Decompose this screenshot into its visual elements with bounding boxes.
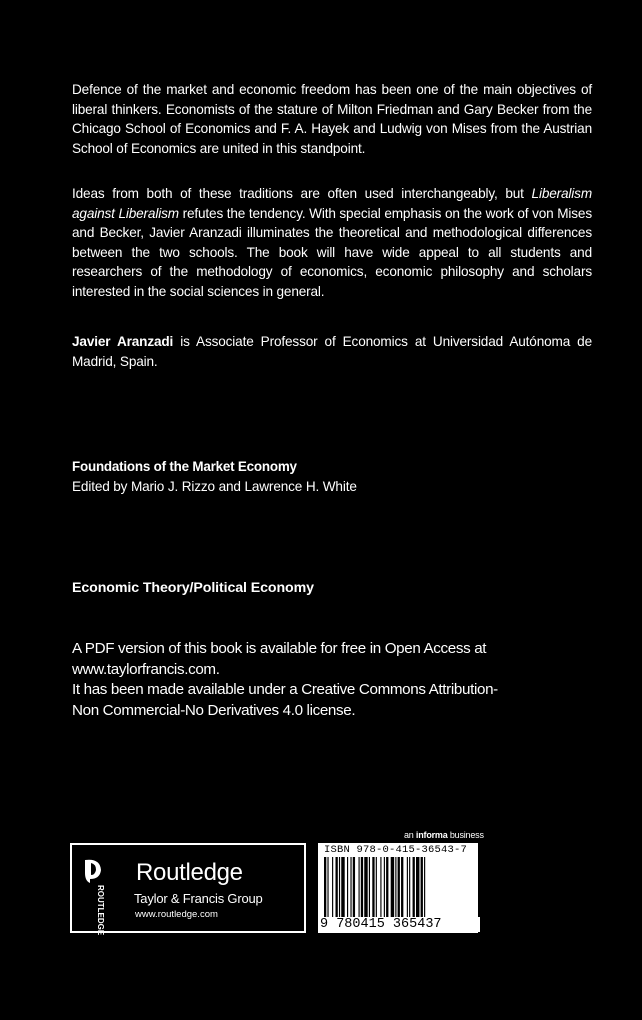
p2-start: Ideas from both of these traditions are often used interchangeably, but [72, 186, 532, 201]
routledge-side-text: ROUTLEDGE [96, 885, 105, 936]
author-name: Javier Aranzadi [72, 334, 174, 349]
informa-brand: informa [415, 830, 448, 840]
oa-line-2: www.taylorfrancis.com. [72, 660, 220, 678]
informa-suffix: business [447, 830, 484, 840]
informa-business-tag [404, 830, 484, 840]
series-title: Foundations of the Market Economy [72, 459, 297, 474]
oa-line-4: Non Commercial-No Derivatives 4.0 license. [72, 701, 356, 719]
open-access-notice [72, 639, 612, 721]
p2-end: refutes the tendency. With special emphasis on the work of von Mises and Becker, Javier Aranzadi illuminates the theoretical and methodological differences between the two schools. The book will have wide appeal to all students and researchers of the methodology of economics, economic philosophy and scholars interested in the social sciences in general. [72, 205, 592, 299]
book-title-italic: Liberalism against Liberalism [72, 186, 592, 221]
description-paragraph-1: Defence of the market and economic freedom has been one of the main objectives of liberal thinkers. Economists of the stature of Milton Friedman and Gary Becker from the Chicago School of Economics and F. A. Hayek and Ludwig von Mises from the Austrian School of Economics are united in this standpoint. [72, 82, 592, 156]
routledge-name: Routledge [136, 859, 243, 886]
subject-category: Economic Theory/Political Economy [72, 580, 314, 596]
description-paragraph-2 [72, 184, 592, 302]
barcode-number: 9 780415 365437 [318, 917, 480, 932]
author-bio-text: is Associate Professor of Economics at Universidad Autónoma de Madrid, Spain. [72, 334, 592, 369]
isbn-barcode [318, 843, 478, 933]
author-bio [72, 332, 592, 371]
routledge-side-logo-icon [82, 857, 105, 936]
oa-line-1: A PDF version of this book is available for free in Open Access at [72, 640, 487, 657]
series-info [72, 457, 592, 496]
isbn-label: ISBN 978-0-415-36543-7 [324, 844, 468, 856]
series-editors: Edited by Mario J. Rizzo and Lawrence H. White [72, 478, 357, 494]
routledge-logo-box [70, 843, 306, 936]
routledge-url: www.routledge.com [135, 909, 218, 920]
informa-prefix: an [404, 830, 416, 840]
oa-line-3: It has been made available under a Creative Commons Attribution- [72, 681, 498, 698]
taylor-francis-group: Taylor & Francis Group [134, 891, 263, 906]
